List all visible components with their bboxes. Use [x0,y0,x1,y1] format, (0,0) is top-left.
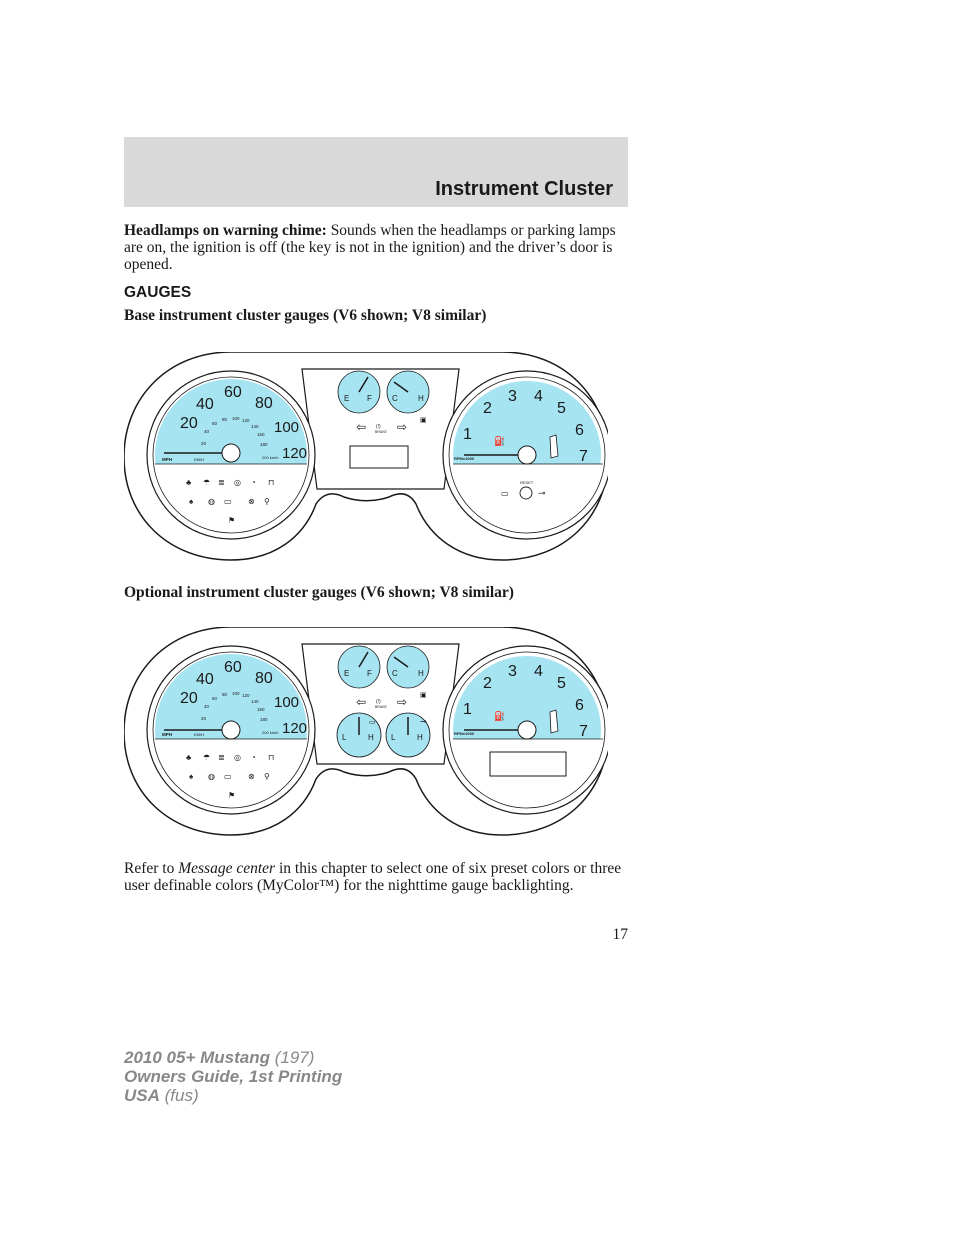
voltage-low-label: L [342,733,347,742]
speedo-label-80: 80 [255,395,273,412]
speedo-label-20: 20 [180,415,198,432]
tach-label-4: 4 [534,663,543,680]
overspeed-icon: ⛽ [494,436,506,446]
brake-label: BRAKE [375,430,387,434]
kmh-label: KM/H [194,732,204,737]
speedo-label-120: 120 [282,445,308,462]
footer-model-code: (197) [270,1048,315,1067]
right-turn-icon: ⇨ [397,420,408,434]
airbag-icon: ♠ [189,772,194,781]
tire-pressure-icon: ◍ [208,772,215,781]
temp-hot-label: H [418,394,424,403]
document-footer [124,1048,342,1105]
security-icon: ⊗ [248,497,255,506]
tachometer-hub [518,721,536,739]
door-ajar-icon: ⊓ [268,478,275,487]
fuel-full-label: F [367,669,372,678]
tach-label-1: 1 [463,426,472,443]
oil-high-label: H [417,733,423,742]
tach-label-6: 6 [575,697,584,714]
cruise-icon: ◔ [251,753,256,762]
speedo-label-60: 60 [224,659,242,676]
footer-market-code: (fus) [159,1086,199,1105]
header-band [124,137,628,207]
footer-market: USA [124,1086,160,1105]
kmh-label-140: 140 [251,424,259,429]
optional-cluster-caption: Optional instrument cluster gauges (V6 shown; V8 similar) [124,584,514,601]
refer-after-text: in this chapter to select one of six preset colors or three user definable colors (MyColor™) for the nighttime gauge backlighting. [124,860,622,894]
message-display [350,446,408,468]
message-center-reference: Message center [178,860,276,877]
seat-icon: ⚲ [264,497,270,506]
speedometer-hub [222,444,240,462]
battery-icon: ▭ [369,719,376,726]
fuel-icon: ▣ [420,417,427,424]
kmh-label-40: 40 [204,429,210,434]
tach-label-5: 5 [557,400,566,417]
left-turn-icon: ⇦ [356,420,367,434]
seatbelt-icon: ♣ [186,478,192,487]
headlamps-chime-label: Headlamps on warning chime: [124,222,327,239]
kmh-label-120: 120 [242,418,250,423]
airbag-off-icon: ☂ [203,478,211,487]
base-instrument-cluster [124,352,608,562]
cruise-icon: ◔ [251,478,256,487]
kmh-end-label: 200 km/h [262,455,279,460]
oil-low-label: L [391,733,396,742]
footer-model: 2010 05+ Mustang [124,1048,270,1067]
rpm-label: RPMx1000 [454,731,475,736]
high-beam-icon: ≣ [218,753,225,762]
fuel-icon: ▣ [420,692,427,699]
page-number: 17 [612,926,628,943]
speedo-label-120: 120 [282,720,308,737]
seat-icon: ⚲ [264,772,270,781]
brake-icon: (!) [376,424,381,430]
kmh-label-100: 100 [232,691,240,696]
mph-label: MPH [162,457,172,462]
kmh-label-120: 120 [242,693,250,698]
optional-instrument-cluster [124,627,608,837]
tach-label-3: 3 [508,663,517,680]
kmh-label-20: 20 [201,441,207,446]
speedo-label-40: 40 [196,396,214,413]
kmh-label-80: 80 [222,417,228,422]
kmh-label-160: 160 [257,707,265,712]
brake-label: BRAKE [375,705,387,709]
kmh-label-60: 60 [212,696,218,701]
footer-guide: Owners Guide, 1st Printing [124,1067,343,1086]
kmh-label: KM/H [194,457,204,462]
voltage-high-label: H [368,733,374,742]
brake-icon: (!) [376,699,381,705]
tach-label-2: 2 [483,675,492,692]
speedo-label-100: 100 [274,694,300,711]
tach-label-5: 5 [557,675,566,692]
trip-reset-button[interactable] [520,487,532,499]
left-turn-icon: ⇦ [356,695,367,709]
high-beam-icon: ≣ [218,478,225,487]
tach-label-3: 3 [508,388,517,405]
reset-label: RESET [520,480,534,485]
right-turn-icon: ⇨ [397,695,408,709]
engine-icon: ▭ [224,497,232,506]
gauges-heading: GAUGES [124,284,192,301]
temp-hot-label: H [418,669,424,678]
kmh-label-160: 160 [257,432,265,437]
fuel-door-icon: ⚑ [228,516,236,525]
base-cluster-caption: Base instrument cluster gauges (V6 shown; V8 similar) [124,307,487,324]
temp-cold-label: C [392,394,398,403]
security-icon: ⊗ [248,772,255,781]
headlamps-chime-paragraph [124,222,628,273]
speedometer-hub [222,721,240,739]
kmh-label-20: 20 [201,716,207,721]
fuel-empty-label: E [344,394,350,403]
overspeed-icon: ⛽ [494,711,506,721]
kmh-label-180: 180 [260,717,268,722]
fuel-door-icon: ⚑ [228,791,236,800]
backlighting-paragraph [124,860,628,894]
temp-cold-label: C [392,669,398,678]
tach-label-7: 7 [579,723,588,740]
abs-icon: ◎ [234,478,241,487]
fuel-full-label: F [367,394,372,403]
oil-pressure-icon: ⊸ [538,488,546,498]
tire-pressure-icon: ◍ [208,497,215,506]
message-display [490,752,566,776]
battery-icon: ▭ [501,489,509,498]
airbag-off-icon: ☂ [203,753,211,762]
kmh-label-100: 100 [232,416,240,421]
tach-label-4: 4 [534,388,543,405]
speedo-label-40: 40 [196,671,214,688]
speedo-label-100: 100 [274,419,300,436]
rpm-label: RPMx1000 [454,456,475,461]
fuel-empty-label: E [344,669,350,678]
tach-label-2: 2 [483,400,492,417]
mph-label: MPH [162,732,172,737]
speedo-label-80: 80 [255,670,273,687]
speedo-label-20: 20 [180,690,198,707]
kmh-label-180: 180 [260,442,268,447]
kmh-label-80: 80 [222,692,228,697]
kmh-label-40: 40 [204,704,210,709]
refer-before-text: Refer to [124,860,179,877]
headlamps-chime-text: Sounds when the headlamps or parking lamps are on, the ignition is off (the key is not in the ignition) and the driver’s door is opened. [124,222,616,273]
kmh-end-label: 200 km/h [262,730,279,735]
tach-label-1: 1 [463,701,472,718]
door-ajar-icon: ⊓ [268,753,275,762]
speedo-label-60: 60 [224,384,242,401]
tach-label-7: 7 [579,448,588,465]
abs-icon: ◎ [234,753,241,762]
kmh-label-60: 60 [212,421,218,426]
tachometer-hub [518,446,536,464]
airbag-icon: ♠ [189,497,194,506]
tach-label-6: 6 [575,422,584,439]
oil-can-icon: ⊸ [420,717,427,726]
kmh-label-140: 140 [251,699,259,704]
engine-icon: ▭ [224,772,232,781]
page-title: Instrument Cluster [435,178,613,200]
seatbelt-icon: ♣ [186,753,192,762]
